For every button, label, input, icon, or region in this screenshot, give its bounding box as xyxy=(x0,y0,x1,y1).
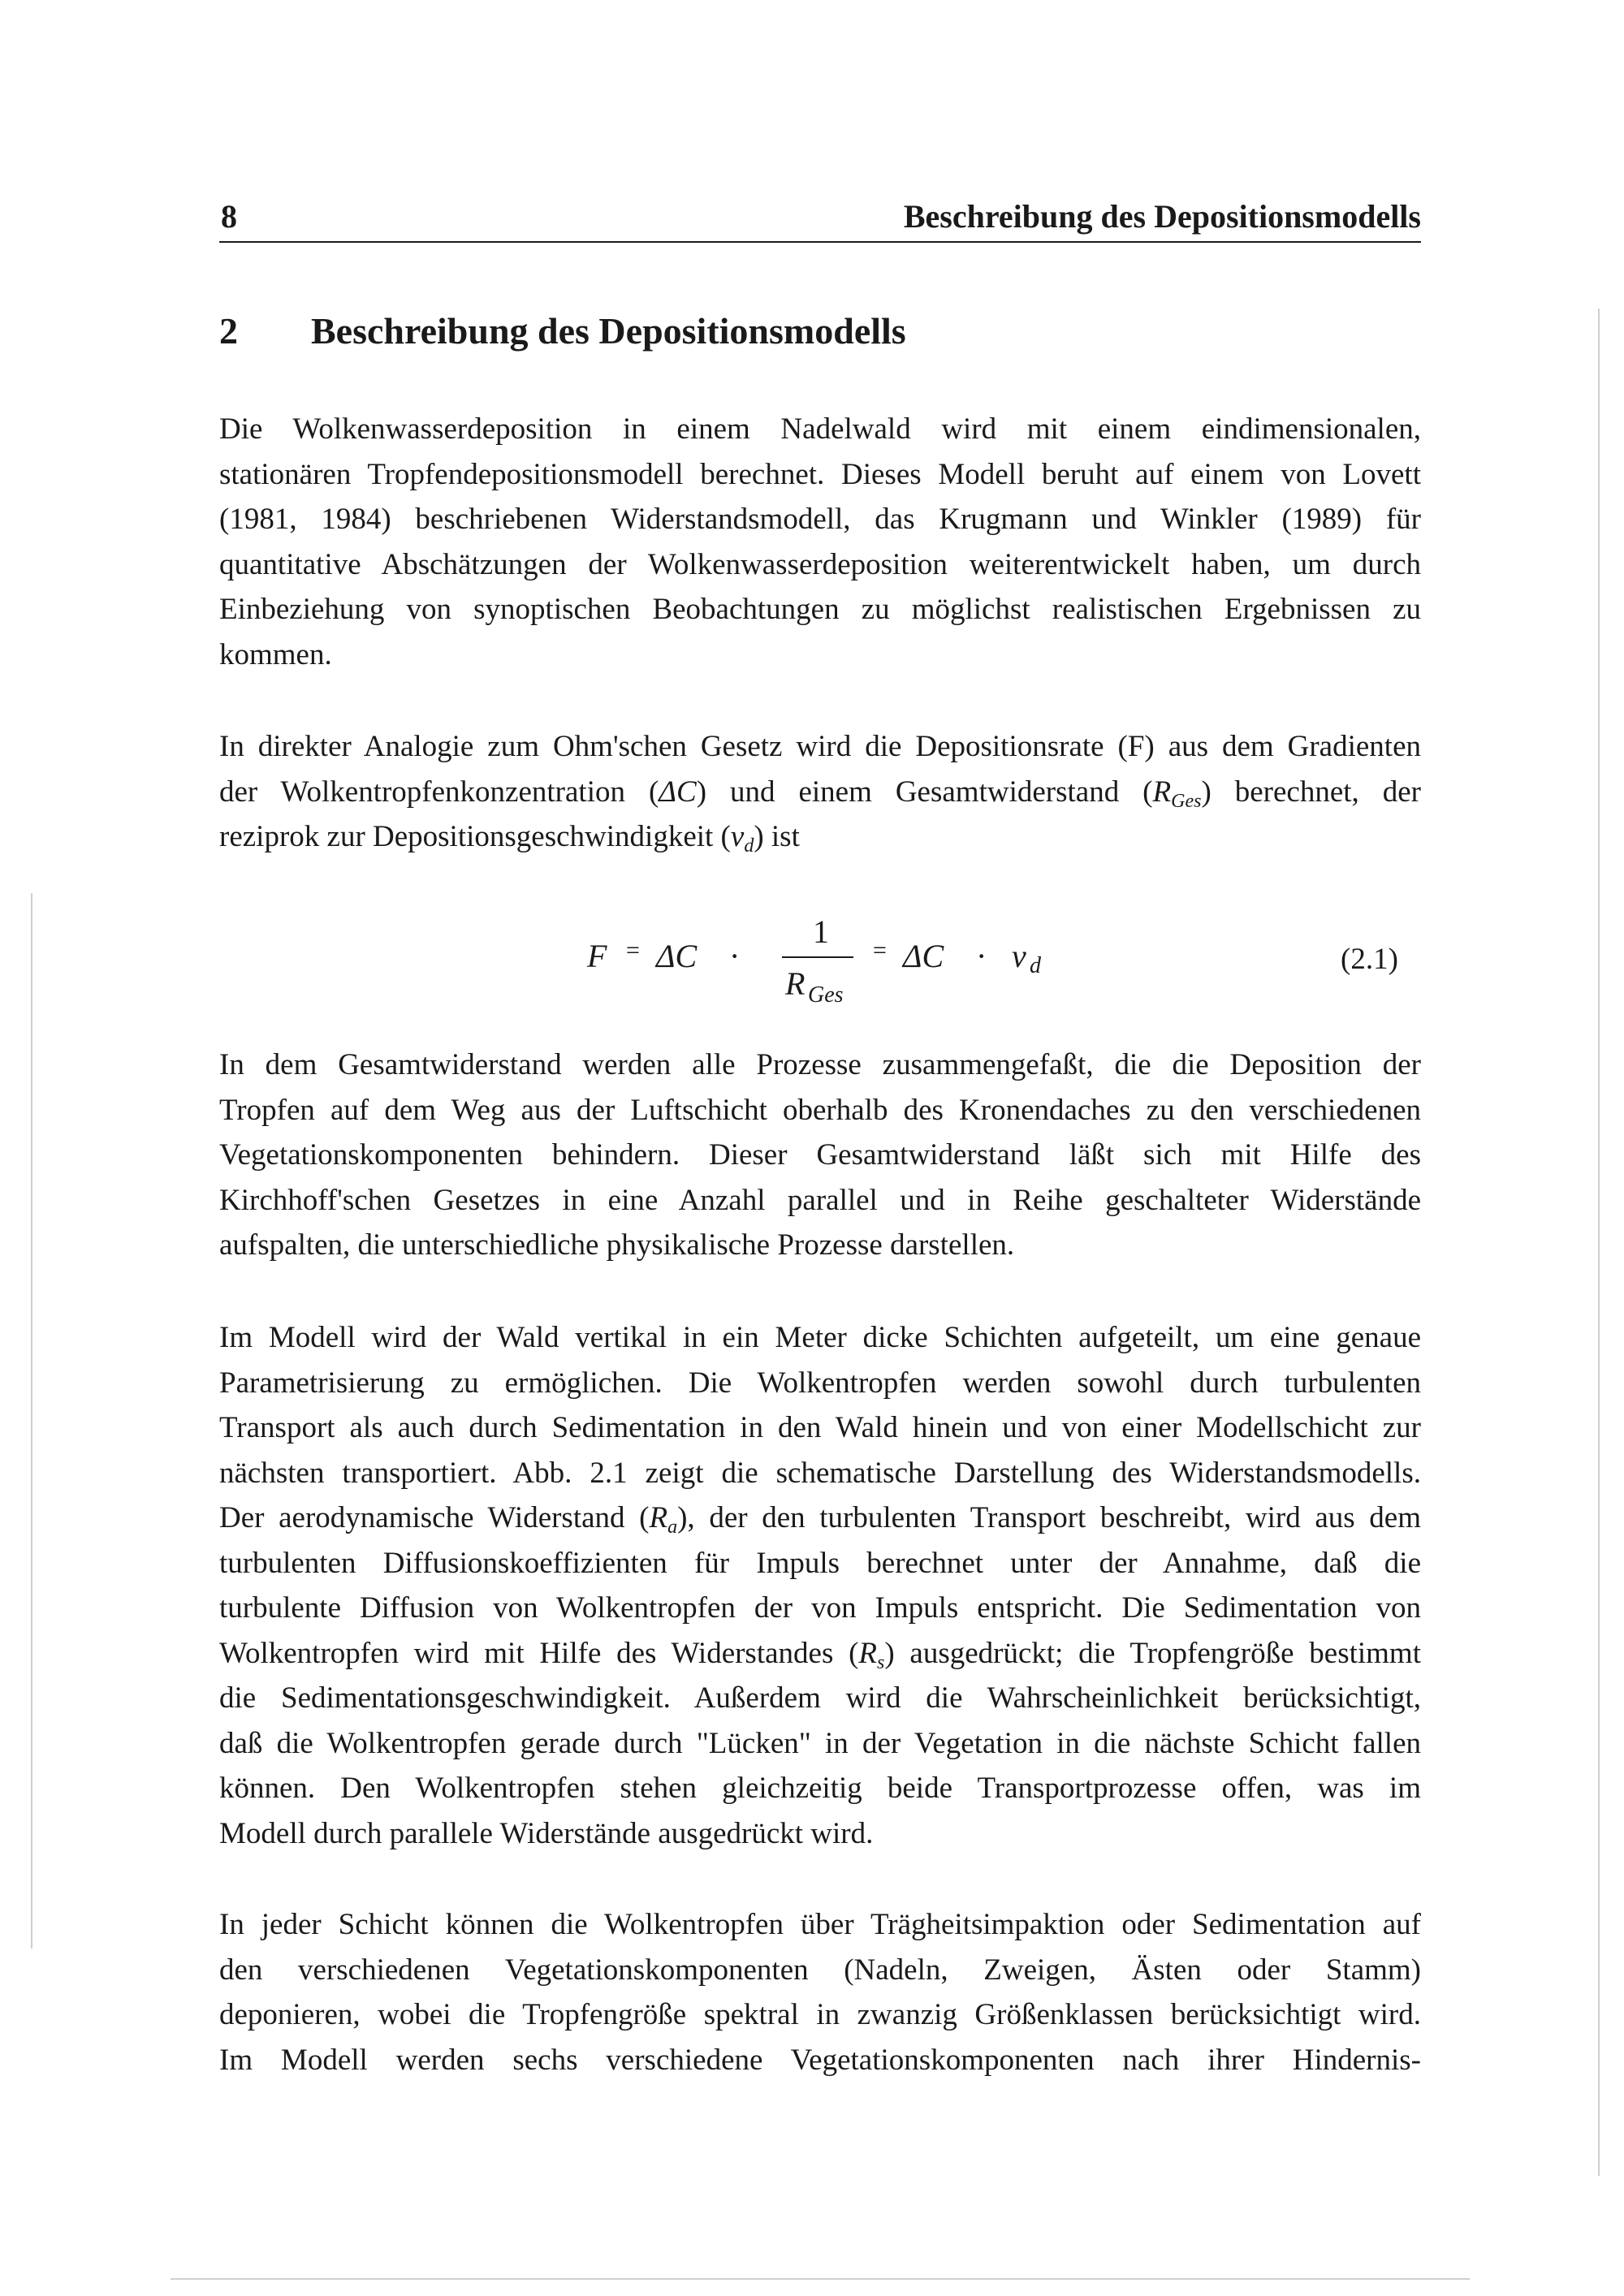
text-line: kommen. xyxy=(219,637,332,671)
paragraph-3 xyxy=(219,1042,1421,1268)
text-line: Vegetationskomponenten behindern. Dieser Gesamtwiderstand läßt sich mit Hilfe des xyxy=(219,1138,1421,1172)
scan-edge-artifact xyxy=(171,2278,1470,2280)
text-line: In jeder Schicht können die Wolkentropfen über Trägheitsimpaktion oder Sedimentation auf xyxy=(219,1908,1421,1941)
text-line: Parametrisierung zu ermöglichen. Die Wolkentropfen werden sowohl durch turbulenten xyxy=(219,1366,1421,1400)
text-run: ) ausgedrückt; die Tropfengröße bestimmt xyxy=(884,1636,1421,1670)
text-run: ) und einem Gesamtwiderstand ( xyxy=(696,775,1153,809)
text-line: Modell durch parallele Widerstände ausgedrückt wird. xyxy=(219,1816,874,1850)
text-line: Transport als auch durch Sedimentation in den Wald hinein und von einer Modellschicht zur xyxy=(219,1411,1421,1444)
text-line: Im Modell werden sechs verschiedene Vegetationskomponenten nach ihrer Hindernis- xyxy=(219,2043,1421,2077)
running-header xyxy=(219,197,1421,243)
text-line: turbulente Diffusion von Wolkentropfen der von Impuls entspricht. Die Sedimentation von xyxy=(219,1591,1421,1625)
symbol-v: v xyxy=(730,820,745,853)
eq-lhs: F xyxy=(587,938,607,974)
eq-dot: · xyxy=(976,938,987,974)
text-line: Die Wolkenwasserdeposition in einem Nadelwald wird mit einem eindimensionalen, xyxy=(219,412,1421,446)
text-line: (1981, 1984) beschriebenen Widerstandsmodell, das Krugmann und Winkler (1989) für xyxy=(219,503,1421,536)
chapter-heading xyxy=(219,309,906,352)
text-line xyxy=(219,1495,1421,1541)
text-run: Der aerodynamische Widerstand ( xyxy=(219,1501,650,1534)
chapter-number: 2 xyxy=(219,310,238,352)
text-line xyxy=(219,814,1421,860)
eq-numerator: 1 xyxy=(813,913,829,950)
text-line: In dem Gesamtwiderstand werden alle Prozesse zusammengefaßt, die die Deposition der xyxy=(219,1048,1421,1081)
equation-2-1 xyxy=(219,908,1421,1021)
text-line: Kirchhoff'schen Gesetzes in eine Anzahl parallel und in Reihe geschalteter Widerstände xyxy=(219,1183,1421,1217)
text-run: der Wolkentropfenkonzentration ( xyxy=(219,775,659,809)
text-line: daß die Wolkentropfen gerade durch "Lücken" in der Vegetation in die nächste Schicht fallen xyxy=(219,1726,1421,1760)
text-line: können. Den Wolkentropfen stehen gleichzeitig beide Transportprozesse offen, was im xyxy=(219,1772,1421,1805)
eq-equals: = xyxy=(626,937,640,964)
text-run: ) ist xyxy=(754,820,800,853)
eq-v-sub: d xyxy=(1030,953,1041,978)
scan-edge-artifact xyxy=(1598,309,1600,2176)
eq-equals: = xyxy=(873,937,887,964)
chapter-title: Beschreibung des Depositionsmodells xyxy=(311,310,906,352)
text-line xyxy=(219,770,1421,815)
eq-v: v xyxy=(1012,938,1026,974)
page-number: 8 xyxy=(221,198,237,235)
eq-dot: · xyxy=(729,938,741,974)
paragraph-1 xyxy=(219,407,1421,677)
running-title: Beschreibung des Depositionsmodells xyxy=(903,198,1421,235)
subscript-s: s xyxy=(877,1651,885,1673)
eq-fraction-bar xyxy=(782,956,853,958)
text-line: aufspalten, die unterschiedliche physikalische Prozesse darstellen. xyxy=(219,1228,1015,1262)
eq-delta-c: ΔC xyxy=(903,938,944,974)
eq-denominator-r: R xyxy=(785,965,806,1002)
subscript-d: d xyxy=(744,835,754,857)
symbol-r: R xyxy=(649,1501,668,1534)
text-line xyxy=(219,1631,1421,1677)
eq-delta-c: ΔC xyxy=(656,938,698,974)
text-line: Einbeziehung von synoptischen Beobachtungen zu möglichst realistischen Ergebnissen zu xyxy=(219,593,1421,626)
symbol-r: R xyxy=(1152,775,1172,809)
text-line: Tropfen auf dem Weg aus der Luftschicht oberhalb des Kronendaches zu den verschiedenen xyxy=(219,1093,1421,1127)
paragraph-4 xyxy=(219,1315,1421,1856)
text-line: deponieren, wobei die Tropfengröße spektral in zwanzig Größenklassen berücksichtigt wird. xyxy=(219,1998,1421,2031)
text-line: turbulenten Diffusionskoeffizienten für Impuls berechnet unter der Annahme, daß die xyxy=(219,1546,1421,1580)
text-line: die Sedimentationsgeschwindigkeit. Außerdem wird die Wahrscheinlichkeit berücksichtigt, xyxy=(219,1681,1421,1715)
subscript-a: a xyxy=(667,1517,678,1538)
paragraph-2 xyxy=(219,724,1421,860)
symbol-r: R xyxy=(858,1636,878,1670)
symbol-delta-c: ΔC xyxy=(659,775,697,809)
text-line: Im Modell wird der Wald vertikal in ein Meter dicke Schichten aufgeteilt, um eine genaue xyxy=(219,1321,1421,1354)
subscript-ges: Ges xyxy=(1171,790,1202,812)
text-line: den verschiedenen Vegetationskomponenten (Nadeln, Zweigen, Ästen oder Stamm) xyxy=(219,1953,1421,1987)
text-run: reziprok zur Depositionsgeschwindigkeit ( xyxy=(219,820,731,853)
text-run: Wolkentropfen wird mit Hilfe des Widerstandes ( xyxy=(219,1636,859,1670)
page xyxy=(219,0,1421,2296)
text-line: quantitative Abschätzungen der Wolkenwasserdeposition weiterentwickelt haben, um durch xyxy=(219,547,1421,581)
scan-edge-artifact xyxy=(31,893,32,1949)
text-run: ), der den turbulenten Transport beschreibt, wird aus dem xyxy=(677,1501,1421,1534)
text-line: stationären Tropfendepositionsmodell berechnet. Dieses Modell beruht auf einem von Lovett xyxy=(219,457,1421,491)
text-run: ) berechnet, der xyxy=(1201,775,1421,809)
eq-denominator-sub: Ges xyxy=(808,982,844,1008)
equation-label: (2.1) xyxy=(1341,943,1398,976)
text-line: In direkter Analogie zum Ohm'schen Gesetz wird die Depositionsrate (F) aus dem Gradienten xyxy=(219,730,1421,763)
paragraph-5 xyxy=(219,1902,1421,2082)
text-line: nächsten transportiert. Abb. 2.1 zeigt die schematische Darstellung des Widerstandsmodells. xyxy=(219,1456,1421,1490)
